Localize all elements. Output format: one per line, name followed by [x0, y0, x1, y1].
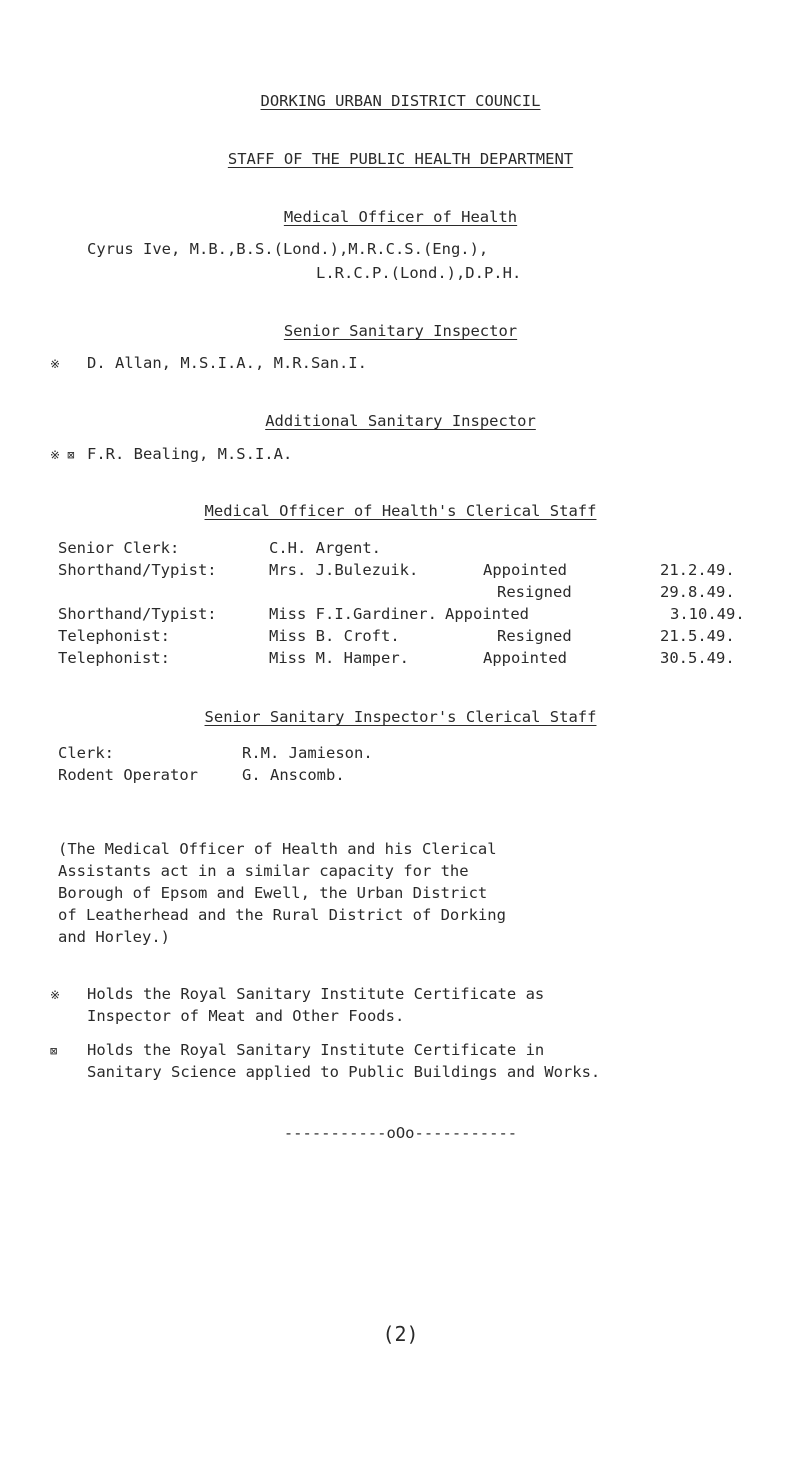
section-separator: -----------oOo-----------: [283, 1124, 518, 1142]
ssi-staff-name: G. Anscomb.: [242, 766, 345, 784]
staff-name: Mrs. J.Bulezuik.: [269, 561, 419, 579]
footnote-line: Holds the Royal Sanitary Institute Certificate as: [87, 985, 545, 1003]
footnote-line: Inspector of Meat and Other Foods.: [87, 1007, 405, 1025]
asterisk-box-mark-icon: ※ ⊠: [50, 448, 75, 462]
ssi-staff-role: Rodent Operator: [58, 766, 198, 784]
footnote-line: Sanitary Science applied to Public Buildings and Works.: [87, 1063, 601, 1081]
note-line: of Leatherhead and the Rural District of Dorking: [58, 906, 506, 924]
staff-role: Senior Clerk:: [58, 539, 180, 557]
staff-status: Appointed: [483, 561, 567, 579]
staff-role: Shorthand/Typist:: [58, 605, 217, 623]
staff-date: 30.5.49.: [660, 649, 735, 667]
staff-status: Appointed: [483, 649, 567, 667]
note-line: (The Medical Officer of Health and his Clerical: [58, 840, 497, 858]
additional-inspector-name: F.R. Bealing, M.S.I.A.: [87, 445, 293, 463]
senior-inspector-heading: Senior Sanitary Inspector: [283, 322, 518, 340]
staff-name: Miss B. Croft.: [269, 627, 400, 645]
staff-role: Telephonist:: [58, 627, 170, 645]
note-line: Borough of Epsom and Ewell, the Urban District: [58, 884, 488, 902]
additional-inspector-heading: Additional Sanitary Inspector: [265, 412, 536, 430]
box-mark-icon: ⊠: [50, 1044, 58, 1058]
asterisk-mark-icon: ※: [50, 357, 61, 371]
ssi-clerical-heading: Senior Sanitary Inspector's Clerical Staff: [204, 708, 597, 726]
staff-role: Shorthand/Typist:: [58, 561, 217, 579]
footnote-line: Holds the Royal Sanitary Institute Certificate in: [87, 1041, 545, 1059]
staff-date: 21.5.49.: [660, 627, 735, 645]
page-number: (2): [382, 1322, 419, 1346]
moh-heading: Medical Officer of Health: [283, 208, 518, 226]
ssi-staff-role: Clerk:: [58, 744, 114, 762]
staff-name: Miss F.I.Gardiner.: [269, 605, 437, 623]
staff-date: 3.10.49.: [670, 605, 745, 623]
staff-status: Appointed: [445, 605, 529, 623]
senior-inspector-name: D. Allan, M.S.I.A., M.R.San.I.: [87, 354, 367, 372]
asterisk-mark-icon: ※: [50, 988, 61, 1002]
staff-name: Miss M. Hamper.: [269, 649, 409, 667]
staff-date: 29.8.49.: [660, 583, 735, 601]
clerical-staff-heading: Medical Officer of Health's Clerical Staff: [204, 502, 597, 520]
staff-name: C.H. Argent.: [269, 539, 381, 557]
moh-name-line2: L.R.C.P.(Lond.),D.P.H.: [316, 264, 522, 282]
council-title: DORKING URBAN DISTRICT COUNCIL: [260, 92, 541, 110]
staff-role: Telephonist:: [58, 649, 170, 667]
note-line: Assistants act in a similar capacity for the: [58, 862, 469, 880]
staff-date: 21.2.49.: [660, 561, 735, 579]
department-title: STAFF OF THE PUBLIC HEALTH DEPARTMENT: [227, 150, 574, 168]
ssi-staff-name: R.M. Jamieson.: [242, 744, 373, 762]
moh-name-line1: Cyrus Ive, M.B.,B.S.(Lond.),M.R.C.S.(Eng.),: [87, 240, 489, 258]
staff-status: Resigned: [497, 627, 572, 645]
staff-status: Resigned: [497, 583, 572, 601]
note-line: and Horley.): [58, 928, 170, 946]
